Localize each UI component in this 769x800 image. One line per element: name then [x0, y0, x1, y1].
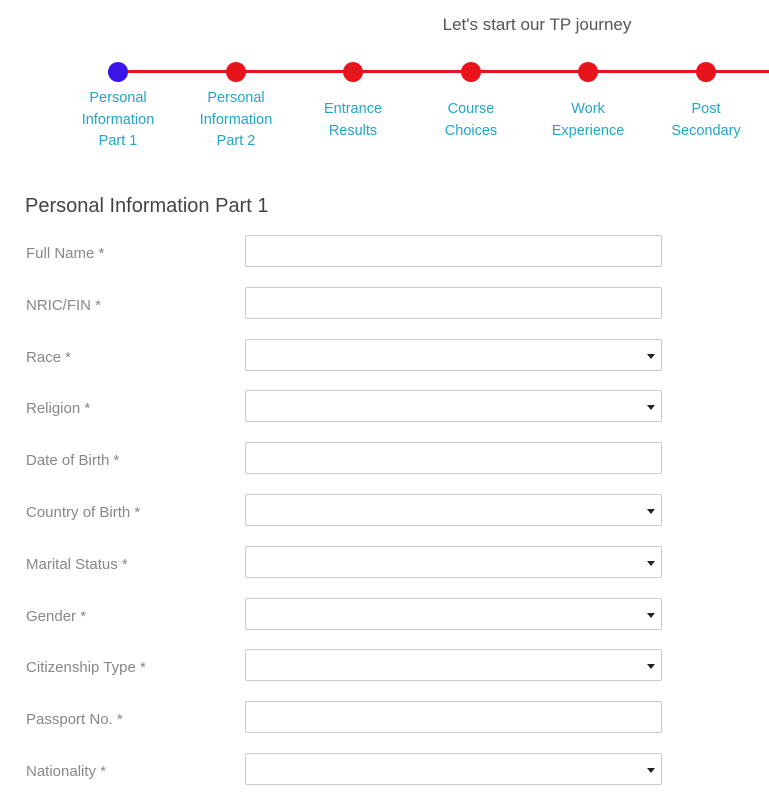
step-label-1[interactable] — [63, 88, 173, 153]
religion-select[interactable] — [245, 390, 662, 422]
gender-label: Gender * — [26, 608, 87, 625]
step-dot-3[interactable] — [343, 62, 363, 82]
form-row-marital-status — [0, 556, 769, 590]
step-label-line: Part 1 — [98, 133, 138, 149]
passport-no-label: Passport No. * — [26, 711, 123, 728]
caret-down-icon — [647, 354, 655, 359]
step-label-line: Secondary — [671, 122, 741, 139]
step-label-line: Work — [571, 101, 605, 117]
caret-down-icon — [647, 664, 655, 669]
full-name-label: Full Name * — [26, 245, 105, 262]
nric-fin-label: NRIC/FIN * — [26, 297, 101, 314]
citizenship-type-select[interactable] — [245, 649, 662, 681]
step-label-4[interactable] — [416, 99, 526, 142]
step-dot-2[interactable] — [226, 62, 246, 82]
form-row-nric-fin — [0, 297, 769, 331]
form-row-citizenship-type — [0, 659, 769, 693]
caret-down-icon — [647, 509, 655, 514]
marital-status-select[interactable] — [245, 546, 662, 578]
step-dot-6[interactable] — [696, 62, 716, 82]
journey-title: Let's start our TP journey — [442, 15, 632, 34]
step-label-6[interactable] — [651, 99, 761, 142]
step-label-line: Course — [447, 101, 495, 117]
step-label-5[interactable] — [533, 99, 643, 142]
step-label-line: Choices — [444, 122, 498, 139]
step-label-line: Personal — [89, 90, 147, 106]
form-row-gender — [0, 608, 769, 642]
country-of-birth-select[interactable] — [245, 494, 662, 526]
religion-label: Religion * — [26, 400, 91, 417]
step-label-line: Post — [691, 101, 721, 117]
nationality-label: Nationality * — [26, 763, 107, 780]
full-name-input[interactable] — [245, 235, 662, 267]
progress-line — [118, 70, 769, 73]
date-of-birth-label: Date of Birth * — [26, 452, 120, 469]
caret-down-icon — [647, 561, 655, 566]
step-label-3[interactable] — [298, 99, 408, 142]
section-title: Personal Information Part 1 — [25, 195, 269, 217]
race-label: Race * — [26, 349, 72, 366]
caret-down-icon — [647, 405, 655, 410]
step-label-line: Entrance — [323, 101, 383, 117]
step-dot-1[interactable] — [108, 62, 128, 82]
gender-select[interactable] — [245, 598, 662, 630]
step-label-line: Information — [199, 111, 273, 128]
step-dot-4[interactable] — [461, 62, 481, 82]
nationality-select[interactable] — [245, 753, 662, 785]
step-label-line: Personal — [207, 90, 265, 106]
step-label-line: Experience — [551, 122, 625, 139]
caret-down-icon — [647, 613, 655, 618]
form-row-country-of-birth — [0, 504, 769, 538]
marital-status-label: Marital Status * — [26, 556, 128, 573]
form-row-full-name — [0, 245, 769, 279]
race-select[interactable] — [245, 339, 662, 371]
nric-fin-input[interactable] — [245, 287, 662, 319]
form-row-date-of-birth — [0, 452, 769, 486]
step-label-line: Results — [328, 122, 378, 139]
form-row-race — [0, 349, 769, 383]
step-label-line: Part 2 — [216, 133, 256, 149]
form-row-passport-no — [0, 711, 769, 745]
passport-no-input[interactable] — [245, 701, 662, 733]
step-label-2[interactable] — [181, 88, 291, 153]
step-label-line: Information — [81, 111, 155, 128]
form-row-religion — [0, 400, 769, 434]
date-of-birth-input[interactable] — [245, 442, 662, 474]
form-row-nationality — [0, 763, 769, 797]
caret-down-icon — [647, 768, 655, 773]
step-dot-5[interactable] — [578, 62, 598, 82]
country-of-birth-label: Country of Birth * — [26, 504, 141, 521]
citizenship-type-label: Citizenship Type * — [26, 659, 146, 676]
